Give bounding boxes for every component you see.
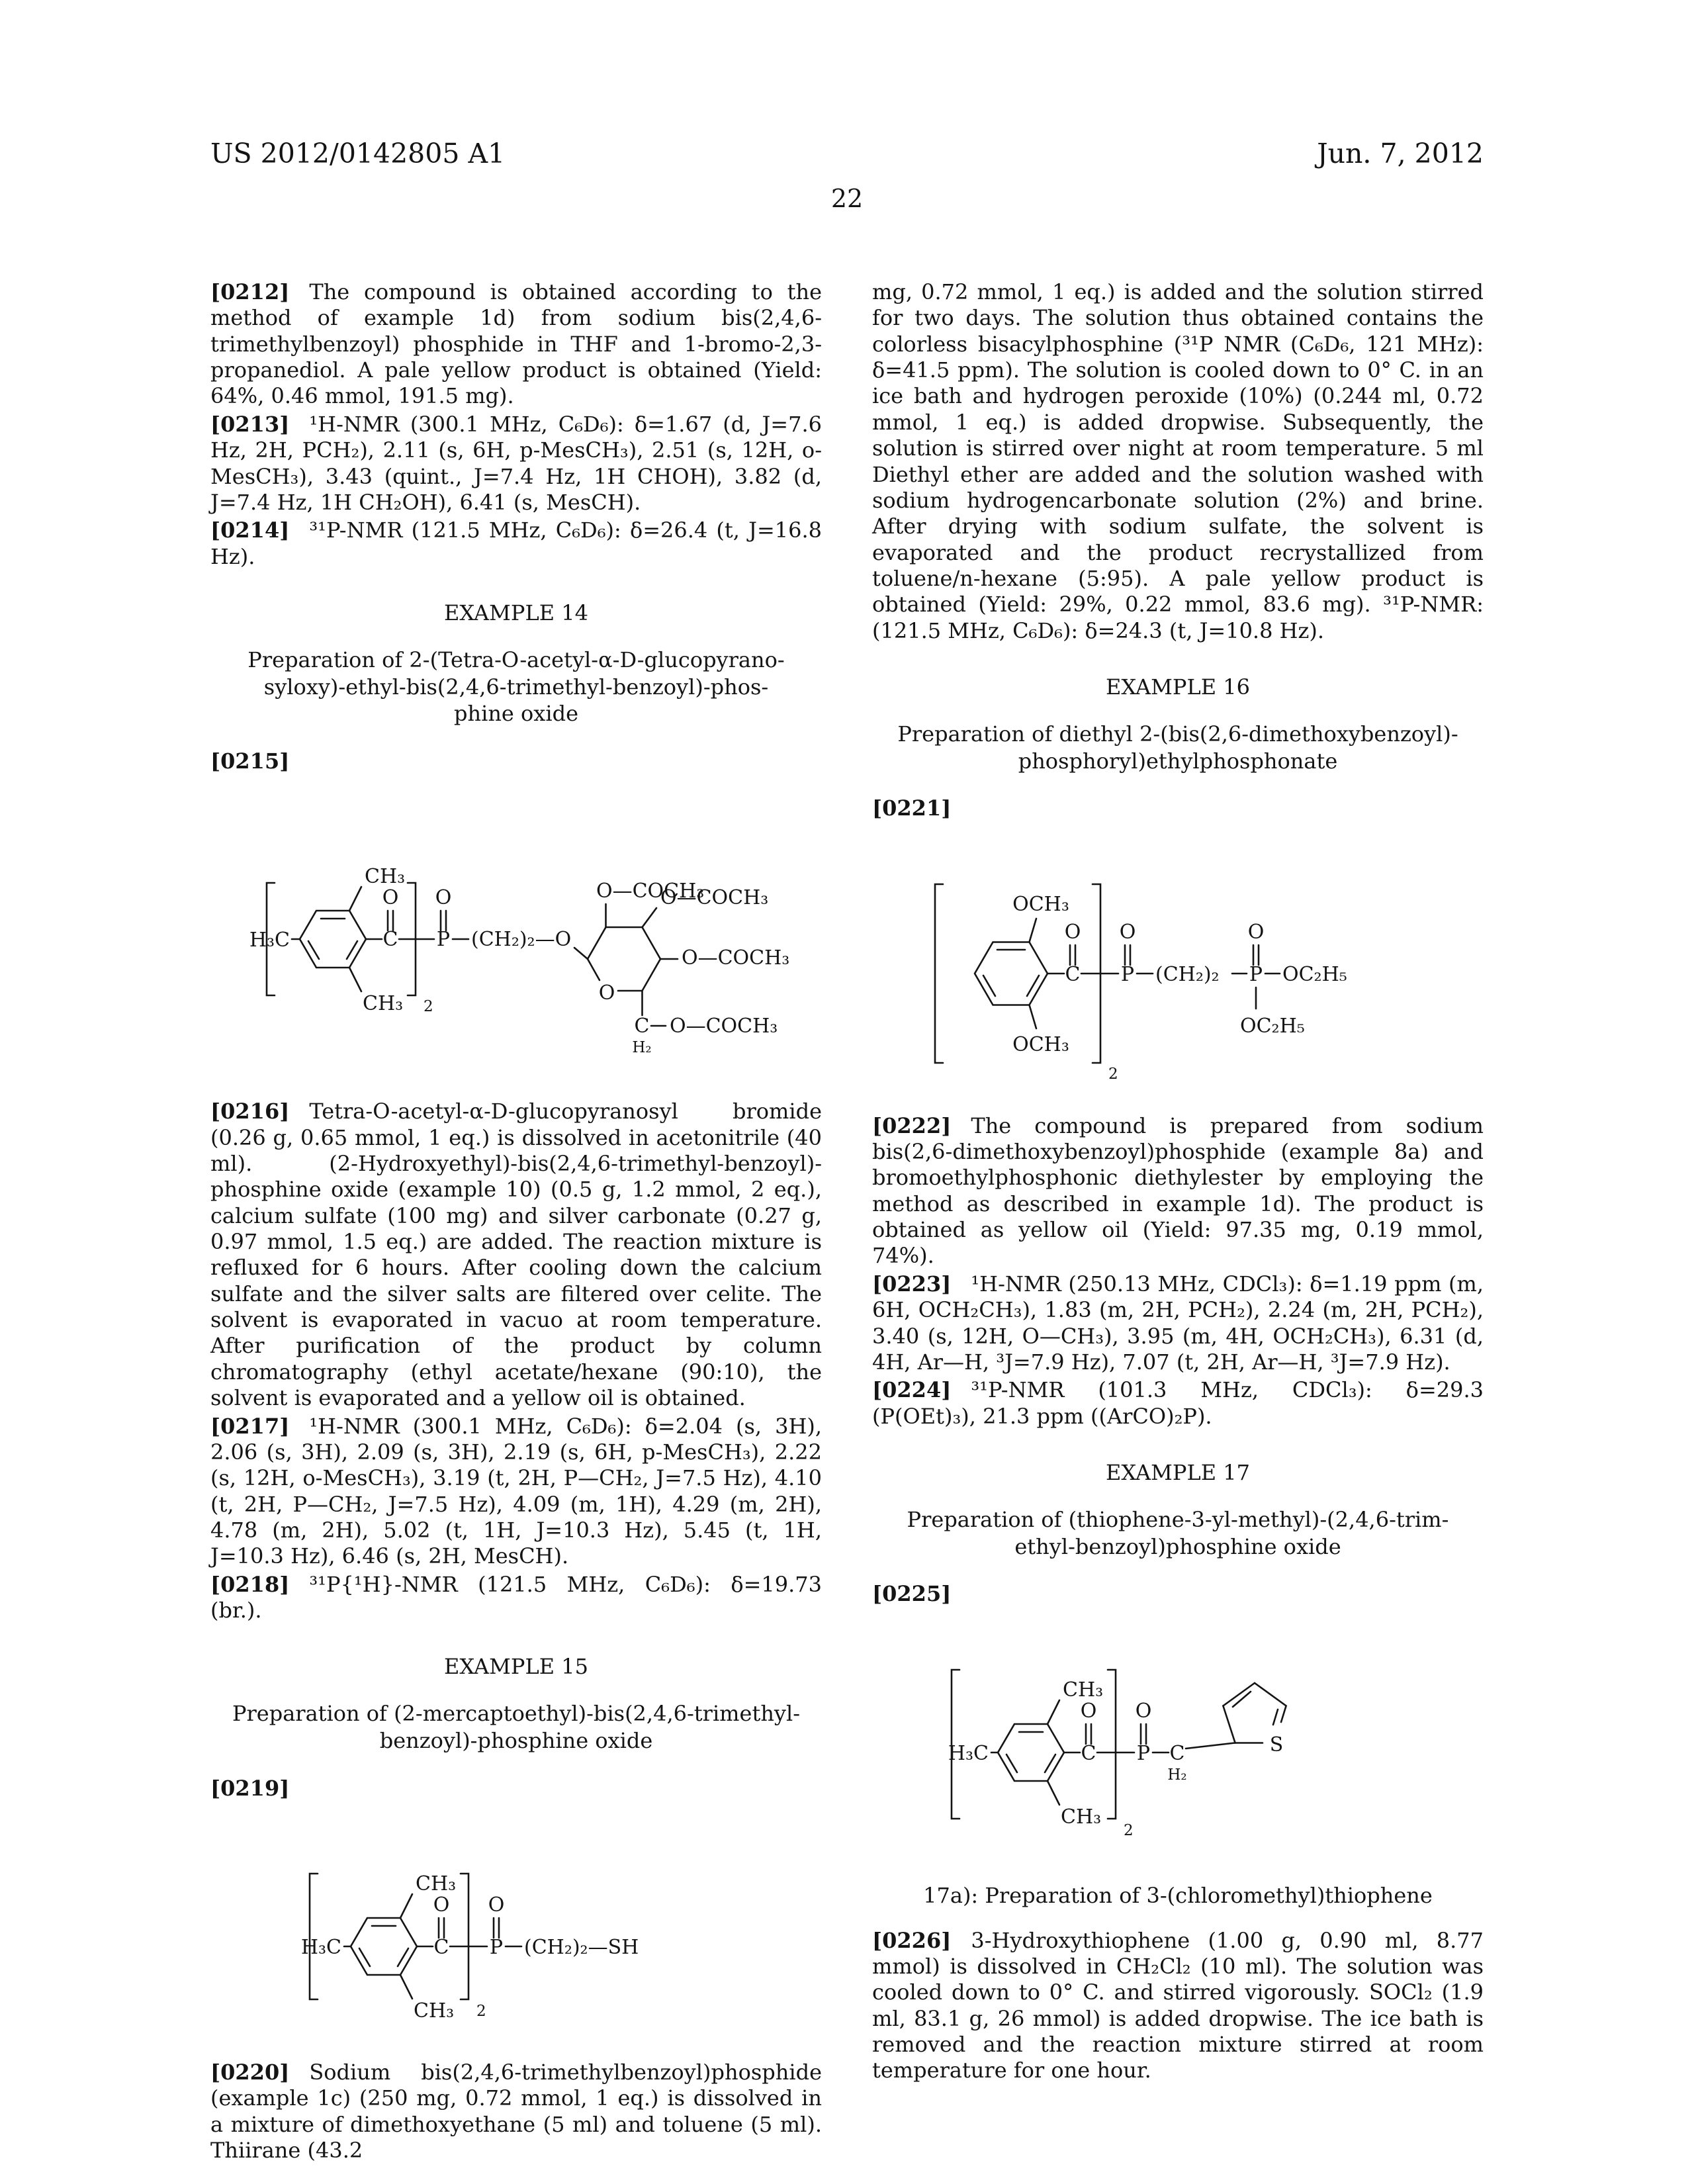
paragraph-0213	[210, 412, 822, 516]
paragraph-0218-text: ³¹P{¹H}-NMR (121.5 MHz, C₆D₆): δ=19.73 (br.).	[210, 1571, 822, 1623]
ethoxy-right-label: OC₂H₅	[1282, 962, 1347, 986]
paragraph-0223-tag: [0223]	[872, 1271, 952, 1297]
carbonyl-o-label: O	[1080, 1699, 1097, 1723]
ch2-c-label: C	[634, 1015, 650, 1038]
left-column	[210, 279, 822, 2165]
paragraph-0214-tag: [0214]	[210, 518, 290, 543]
paragraph-0213-text: ¹H-NMR (300.1 MHz, C₆D₆): δ=1.67 (d, J=7.6 Hz, 2H, PCH₂), 2.11 (s, 6H, p-MesCH₃), 2.51 (s, 12H, o-MesCH₃), 3.43 (quint., J=7.4 Hz, 1H CHOH), 3.82 (d, J=7.4 Hz, 1H CH₂OH), 6.41 (s, MesCH).	[210, 411, 822, 515]
phosphorus-2-label: P	[1249, 962, 1263, 986]
paragraph-0217	[210, 1414, 822, 1570]
right-column	[872, 279, 1484, 2165]
carbonyl-o-label: O	[1064, 920, 1081, 944]
bracket-subscript: 2	[1108, 1065, 1118, 1083]
ch3-top-label: CH₃	[416, 1872, 457, 1895]
paragraph-0216-tag: [0216]	[210, 1099, 290, 1124]
chemical-structure-ex14	[210, 797, 822, 1081]
h3c-label: H₃C	[300, 1935, 341, 1959]
carbonyl-c-label: C	[382, 928, 398, 952]
paragraph-0220	[210, 2060, 822, 2163]
bracket-subscript: 2	[1124, 1821, 1134, 1839]
phosphoryl-o-label: O	[488, 1893, 505, 1917]
carbonyl-c-label: C	[433, 1935, 449, 1959]
paragraph-0225	[872, 1581, 1484, 1607]
och3-top-label: OCH₃	[1012, 892, 1069, 916]
paragraph-0224	[872, 1377, 1484, 1430]
paragraph-0220-text: Sodium bis(2,4,6-trimethylbenzoyl)phosphide (example 1c) (250 mg, 0.72 mmol, 1 eq.) is dissolved in a mixture of dimethoxyethane (5 ml) and toluene (5 ml). Thiirane (43.2	[210, 2059, 822, 2163]
phosphoryl-o-label: O	[435, 886, 452, 910]
paragraph-0222-text: The compound is prepared from sodium bis(2,6-dimethoxybenzoyl)phosphide (example 8a) and bromoethylphosphonic diethylester by employing the method as described in example 1d). The product is obtained as yellow oil (Yield: 97.35 mg, 0.19 mmol, 74%).	[872, 1113, 1484, 1269]
publication-date: Jun. 7, 2012	[1317, 138, 1484, 169]
paragraph-0219-tag: [0219]	[210, 1775, 290, 1801]
bonds	[935, 884, 1280, 1063]
chain-label: (CH₂)₂—O	[471, 928, 572, 952]
phosphorus-1-label: P	[1120, 962, 1135, 986]
ch3-bottom-label: CH₃	[414, 1999, 455, 2023]
h3c-label: H₃C	[249, 929, 290, 952]
paragraph-0213-tag: [0213]	[210, 411, 290, 437]
structure-ex15-drawing	[210, 1824, 822, 2042]
paragraph-0215	[210, 749, 822, 774]
paragraph-0221	[872, 796, 1484, 821]
oac-top-label: O—COCH₃	[596, 880, 705, 903]
phosphoryl-2-o-label: O	[1247, 920, 1265, 944]
paragraph-0221-tag: [0221]	[872, 796, 952, 821]
oac-upper-right-label: O—COCH₃	[660, 886, 769, 910]
chemical-structure-ex16	[872, 844, 1484, 1096]
carbonyl-o-label: O	[382, 886, 399, 910]
chain-label: (CH₂)₂	[1155, 962, 1220, 986]
oac-right-label: O—COCH₃	[682, 946, 790, 970]
paragraph-0224-tag: [0224]	[872, 1377, 952, 1403]
bonds	[267, 883, 678, 1026]
phosphorus-label: P	[1136, 1741, 1151, 1765]
paragraph-0219	[210, 1776, 822, 1801]
structure-ex14-drawing	[210, 797, 822, 1081]
atom-labels	[249, 865, 789, 1056]
oac-bottom-label: O—COCH₃	[670, 1015, 778, 1038]
paragraph-0215-tag: [0215]	[210, 748, 290, 774]
paragraph-0222-tag: [0222]	[872, 1113, 952, 1138]
paragraph-0212	[210, 279, 822, 410]
structure-ex16-drawing	[872, 844, 1484, 1096]
example-15-subtitle: Preparation of (2-mercaptoethyl)-bis(2,4,6-trimethyl- benzoyl)-phosphine oxide	[232, 1701, 801, 1753]
paragraph-0216-text: Tetra-O-acetyl-α-D-glucopyranosyl bromide (0.26 g, 0.65 mmol, 1 eq.) is dissolved in acetonitrile (40 ml). (2-Hydroxyethyl)-bis(2,4,6-trimethyl-benzoyl)-phosphine oxide (example 10) (0.5 g, 1.2 mmol, 2 eq.), calcium sulfate (100 mg) and silver carbonate (0.27 g, 0.97 mmol, 1.5 eq.) are added. The reaction mixture is refluxed for 6 hours. After cooling down the calcium sulfate and the silver salts are filtered over celite. The solvent is evaporated in vacuo at room temperature. After purification of the product by column chromatography (ethyl acetate/hexane (90:10), the solvent is evaporated and a yellow oil is obtained.	[210, 1099, 822, 1411]
sulfur-label: S	[1269, 1733, 1284, 1756]
ch2-c-label: C	[1169, 1741, 1185, 1765]
h3c-label: H₃C	[948, 1741, 989, 1765]
ring-o-label: O	[598, 981, 615, 1005]
bracket-subscript: 2	[424, 998, 433, 1016]
phosphoryl-1-o-label: O	[1119, 920, 1136, 944]
paragraph-0212-tag: [0212]	[210, 279, 290, 304]
bracket-subscript: 2	[476, 2002, 486, 2020]
carbonyl-c-label: C	[1065, 962, 1081, 986]
page-number: 22	[830, 184, 864, 213]
ch3-top-label: CH₃	[1063, 1678, 1104, 1702]
paragraph-0225-tag: [0225]	[872, 1581, 952, 1607]
atom-labels	[1012, 893, 1347, 1083]
example-14-heading: EXAMPLE 14	[444, 600, 588, 625]
ch2-h2-label: H₂	[632, 1039, 652, 1057]
paragraph-0212-text: The compound is obtained according to the method of example 1d) from sodium bis(2,4,6-trimethylbenzoyl) phosphide in THF and 1-bromo-2,3-propanediol. A pale yellow product is obtained (Yield: 64%, 0.46 mmol, 191.5 mg).	[210, 279, 822, 409]
paragraph-0222	[872, 1113, 1484, 1269]
ch3-top-label: CH₃	[365, 865, 406, 889]
och3-bottom-label: OCH₃	[1012, 1032, 1069, 1056]
paragraph-0220-cont-text: mg, 0.72 mmol, 1 eq.) is added and the solution stirred for two days. The solution thus obtained contains the colorless bisacylphosphine (³¹P NMR (C₆D₆, 121 MHz): δ=41.5 ppm). The solution is cooled down to 0° C. in an ice bath and hydrogen peroxide (10%) (0.244 ml, 0.72 mmol, 1 eq.) is added dropwise. Subsequently, the solution is stirred over night at room temperature. 5 ml Diethyl ether are added and the solution washed with sodium hydrogencarbonate solution (2%) and brine. After drying with sodium sulfate, the solvent is evaporated and the product recrystallized from toluene/n-hexane (5:95). A pale yellow product is obtained (Yield: 29%, 0.22 mmol, 83.6 mg). ³¹P-NMR: (121.5 MHz, C₆D₆): δ=24.3 (t, J=10.8 Hz).	[872, 279, 1484, 643]
example-17-subtitle: Preparation of (thiophene-3-yl-methyl)-(2,4,6-trim- ethyl-benzoyl)phosphine oxide	[907, 1506, 1449, 1559]
paragraph-0226-text: 3-Hydroxythiophene (1.00 g, 0.90 ml, 8.77 mmol) is dissolved in CH₂Cl₂ (10 ml). The solution was cooled down to 0° C. and stirred vigorously. SOCl₂ (1.9 ml, 83.1 g, 26 mmol) is added dropwise. The ice bath is removed and the reaction mixture stirred at room temperature for one hour.	[872, 1927, 1484, 2083]
paragraph-0220-tag: [0220]	[210, 2059, 290, 2085]
paragraph-0226-tag: [0226]	[872, 1927, 952, 1953]
paragraph-0216	[210, 1099, 822, 1411]
example-16-subtitle: Preparation of diethyl 2-(bis(2,6-dimethoxybenzoyl)- phosphoryl)ethylphosphonate	[897, 721, 1458, 774]
ch3-bottom-label: CH₃	[363, 992, 404, 1016]
section-17a-heading: 17a): Preparation of 3-(chloromethyl)thiophene	[923, 1882, 1433, 1908]
structure-ex17-drawing	[872, 1630, 1484, 1855]
ch2-h2-label: H₂	[1167, 1766, 1187, 1784]
chemical-structure-ex17	[872, 1630, 1484, 1855]
paragraph-0223-text: ¹H-NMR (250.13 MHz, CDCl₃): δ=1.19 ppm (m, 6H, OCH₂CH₃), 1.83 (m, 2H, PCH₂), 2.24 (m, 2H, PCH₂), 3.40 (s, 12H, O—CH₃), 3.95 (m, 4H, OCH₂CH₃), 6.31 (d, 4H, Ar—H, ³J=7.9 Hz), 7.07 (t, 2H, Ar—H, ³J=7.9 Hz).	[872, 1271, 1484, 1375]
paragraph-0218	[210, 1572, 822, 1624]
phosphorus-label: P	[489, 1935, 504, 1959]
patent-number: US 2012/0142805 A1	[210, 138, 506, 169]
paragraph-0220-continuation	[872, 279, 1484, 644]
page-header	[210, 138, 1484, 169]
paragraph-0217-tag: [0217]	[210, 1413, 290, 1439]
ch3-bottom-label: CH₃	[1061, 1805, 1102, 1829]
example-16-heading: EXAMPLE 16	[1106, 674, 1250, 700]
phosphorus-label: P	[436, 928, 451, 952]
paragraph-0218-tag: [0218]	[210, 1571, 290, 1597]
page-body	[210, 279, 1484, 2165]
paragraph-0226	[872, 1928, 1484, 2084]
carbonyl-c-label: C	[1081, 1741, 1096, 1765]
example-17-heading: EXAMPLE 17	[1106, 1459, 1250, 1485]
carbonyl-o-label: O	[433, 1893, 450, 1917]
ethoxy-bottom-label: OC₂H₅	[1240, 1014, 1305, 1038]
paragraph-0224-text: ³¹P-NMR (101.3 MHz, CDCl₃): δ=29.3 (P(OEt)₃), 21.3 ppm ((ArCO)₂P).	[872, 1377, 1484, 1429]
paragraph-0214-text: ³¹P-NMR (121.5 MHz, C₆D₆): δ=26.4 (t, J=16.8 Hz).	[210, 518, 822, 569]
phosphoryl-o-label: O	[1135, 1699, 1152, 1723]
chain-label: (CH₂)₂—SH	[524, 1935, 639, 1959]
paragraph-0214	[210, 518, 822, 570]
paragraph-0217-text: ¹H-NMR (300.1 MHz, C₆D₆): δ=2.04 (s, 3H), 2.06 (s, 3H), 2.09 (s, 3H), 2.19 (s, 6H, p-MesCH₃), 2.22 (s, 12H, o-MesCH₃), 3.19 (t, 2H, P—CH₂, J=7.5 Hz), 4.10 (t, 2H, P—CH₂, J=7.5 Hz), 4.09 (m, 1H), 4.29 (m, 2H), 4.78 (m, 2H), 5.02 (t, 1H, J=10.3 Hz), 5.45 (t, 1H, J=10.3 Hz), 6.46 (s, 2H, MesCH).	[210, 1413, 823, 1569]
paragraph-0223	[872, 1271, 1484, 1375]
chemical-structure-ex15	[210, 1824, 822, 2042]
example-15-heading: EXAMPLE 15	[444, 1654, 588, 1680]
example-14-subtitle: Preparation of 2-(Tetra-O-acetyl-α-D-glucopyrano- syloxy)-ethyl-bis(2,4,6-trimethyl-benzoyl)-phos- phine oxide	[247, 647, 785, 727]
bonds	[952, 1670, 1286, 1819]
